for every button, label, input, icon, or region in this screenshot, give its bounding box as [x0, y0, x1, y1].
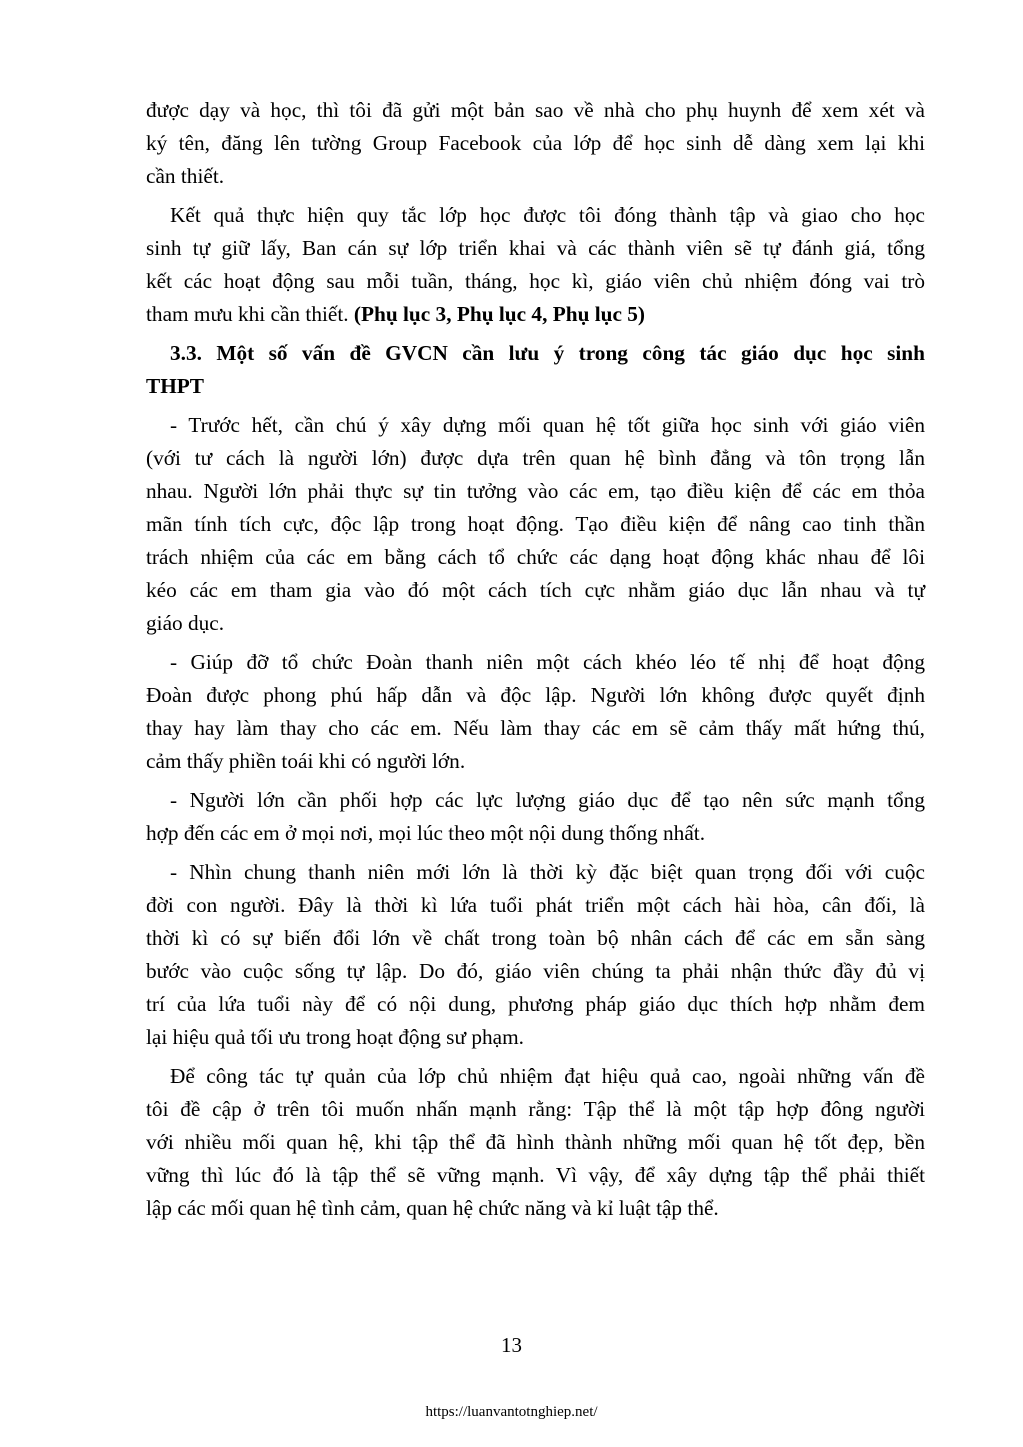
text-line: - Người lớn cần phối hợp các lực lượng giáo dục để tạo nên sức mạnh tổng: [170, 788, 925, 812]
document-body: [146, 94, 925, 1231]
text-line: (với tư cách là người lớn) được dựa trên quan hệ bình đẳng và tôn trọng lẫn: [146, 446, 925, 470]
paragraph-6: [146, 856, 925, 1054]
text-fragment: tham mưu khi cần thiết.: [146, 302, 354, 326]
text-line: lại hiệu quả tối ưu trong hoạt động sư phạm.: [146, 1025, 524, 1049]
text-line: thời kì có sự biến đổi lớn về chất trong toàn bộ nhân cách để các em sẵn sàng: [146, 926, 925, 950]
text-line: cảm thấy phiền toái khi có người lớn.: [146, 749, 466, 773]
section-heading: [146, 337, 925, 403]
paragraph-3: [146, 409, 925, 640]
heading-line: 3.3. Một số vấn đề GVCN cần lưu ý trong công tác giáo dục học sinh: [170, 341, 925, 365]
text-line: vững thì lúc đó là tập thể sẽ vững mạnh. Vì vậy, để xây dựng tập thể phải thiết: [146, 1163, 925, 1187]
text-line: Để công tác tự quản của lớp chủ nhiệm đạt hiệu quả cao, ngoài những vấn đề: [170, 1064, 925, 1088]
text-line: nhau. Người lớn phải thực sự tin tưởng vào các em, tạo điều kiện để các em thỏa: [146, 479, 925, 503]
text-line: sinh tự giữ lấy, Ban cán sự lớp triển khai và các thành viên sẽ tự đánh giá, tổng: [146, 236, 925, 260]
appendix-reference: (Phụ lục 3, Phụ lục 4, Phụ lục 5): [353, 302, 646, 326]
text-line: kết các hoạt động sau mỗi tuần, tháng, học kì, giáo viên chủ nhiệm đóng vai trò: [146, 269, 925, 293]
text-line: đời con người. Đây là thời kì lứa tuổi phát triển một cách hài hòa, cân đối, là: [146, 893, 925, 917]
text-line: được dạy và học, thì tôi đã gửi một bản sao về nhà cho phụ huynh để xem xét và: [146, 98, 925, 122]
paragraph-4: [146, 646, 925, 778]
text-line: giáo dục.: [146, 611, 225, 635]
text-line: bước vào cuộc sống tự lập. Do đó, giáo viên chúng ta phải nhận thức đầy đủ vị: [146, 959, 925, 983]
footer-url[interactable]: https://luanvantotnghiep.net/: [425, 1404, 598, 1420]
text-line: Kết quả thực hiện quy tắc lớp học được tôi đóng thành tập và giao cho học: [170, 203, 925, 227]
text-line: - Trước hết, cần chú ý xây dựng mối quan hệ tốt giữa học sinh với giáo viên: [170, 413, 925, 437]
text-line: thay hay làm thay cho các em. Nếu làm thay các em sẽ cảm thấy mất hứng thú,: [146, 716, 925, 740]
text-line: - Nhìn chung thanh niên mới lớn là thời kỳ đặc biệt quan trọng đối với cuộc: [170, 860, 925, 884]
paragraph-7: [146, 1060, 925, 1225]
paragraph-5: [146, 784, 925, 850]
text-line: kéo các em tham gia vào đó một cách tích cực nhằm giáo dục lẫn nhau và tự: [146, 578, 925, 602]
text-line: - Giúp đỡ tổ chức Đoàn thanh niên một cách khéo léo tế nhị để hoạt động: [170, 650, 925, 674]
text-line: hợp đến các em ở mọi nơi, mọi lúc theo một nội dung thống nhất.: [146, 821, 706, 845]
heading-line: THPT: [146, 374, 204, 398]
text-line: ký tên, đăng lên tường Group Facebook của lớp để học sinh dễ dàng xem lại khi: [146, 131, 925, 155]
paragraph-2: [146, 199, 925, 331]
text-line: lập các mối quan hệ tình cảm, quan hệ chức năng và kỉ luật tập thể.: [146, 1196, 719, 1220]
text-line: với nhiều mối quan hệ, khi tập thể đã hình thành những mối quan hệ tốt đẹp, bền: [146, 1130, 925, 1154]
text-line: trách nhiệm của các em bằng cách tổ chức các dạng hoạt động khác nhau để lôi: [146, 545, 925, 569]
text-line: cần thiết.: [146, 164, 225, 188]
text-line: mãn tính tích cực, độc lập trong hoạt động. Tạo điều kiện để nâng cao tinh thần: [146, 512, 925, 536]
text-line-with-appendix-ref: [146, 298, 925, 331]
text-line: tôi đề cập ở trên tôi muốn nhấn mạnh rằng: Tập thể là một tập hợp đông người: [146, 1097, 925, 1121]
text-line: Đoàn được phong phú hấp dẫn và độc lập. Người lớn không được quyết định: [146, 683, 925, 707]
paragraph-1: [146, 94, 925, 193]
text-line: trí của lứa tuổi này để có nội dung, phương pháp giáo dục thích hợp nhằm đem: [146, 992, 925, 1016]
page-number: 13: [501, 1333, 522, 1357]
